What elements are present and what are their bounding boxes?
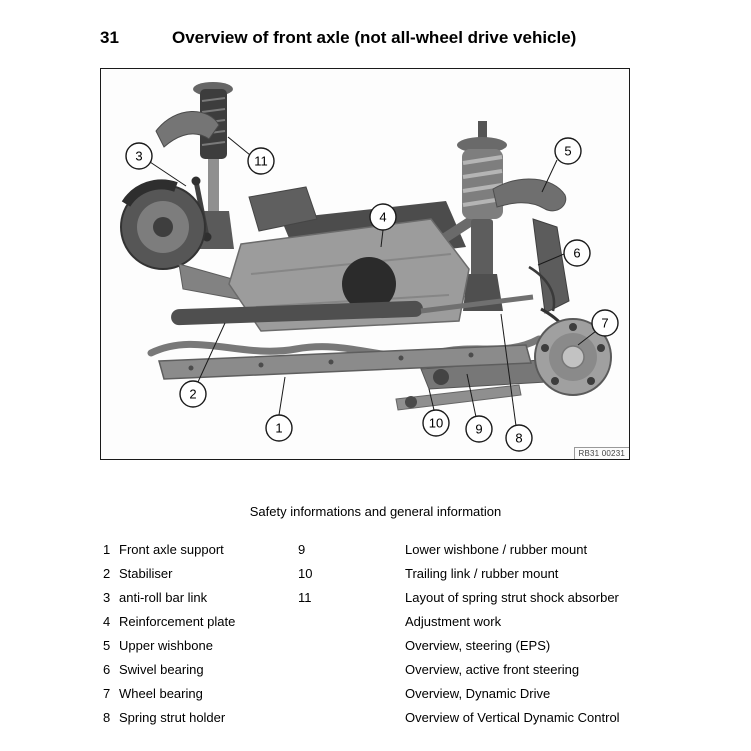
legend-row <box>100 705 651 729</box>
legend-label-right: Lower wishbone / rubber mount <box>405 541 588 557</box>
legend-row <box>100 585 651 609</box>
legend-label-left: Wheel bearing <box>119 685 203 701</box>
legend-num-left: 8 <box>103 709 111 725</box>
callout-4-label: 4 <box>379 209 387 225</box>
legend-num-left: 7 <box>103 685 111 701</box>
legend-label-left: Upper wishbone <box>119 637 213 653</box>
legend-label-right: Trailing link / rubber mount <box>405 565 559 581</box>
legend-row <box>100 633 651 657</box>
axle-illustration <box>101 69 629 459</box>
callout-5-label: 5 <box>564 143 572 159</box>
callout-5 <box>555 138 581 164</box>
legend-row <box>100 657 651 681</box>
legend-num-mid: 9 <box>298 541 306 557</box>
callout-7-label: 7 <box>601 315 609 331</box>
callout-2-label: 2 <box>189 386 197 402</box>
callout-6-label: 6 <box>573 245 581 261</box>
legend-label-right: Adjustment work <box>405 613 502 629</box>
callout-4 <box>370 204 396 230</box>
legend-row <box>100 537 651 561</box>
callout-1 <box>266 415 292 441</box>
section-number: 31 <box>100 28 119 47</box>
legend-row <box>100 609 651 633</box>
callout-3-label: 3 <box>135 148 143 164</box>
legend-label-left: Swivel bearing <box>119 661 204 677</box>
callout-10-label: 10 <box>428 415 444 431</box>
diagram-ref-label: RB31 00231 <box>574 447 629 459</box>
legend-label-right: Overview, Dynamic Drive <box>405 685 551 701</box>
legend-label-left: Reinforcement plate <box>119 613 236 629</box>
legend-num-left: 2 <box>103 565 111 581</box>
callout-7 <box>592 310 618 336</box>
legend-row <box>100 681 651 705</box>
legend-num-mid: 11 <box>298 589 312 605</box>
page-title: Overview of front axle (not all-wheel drive vehicle) <box>172 28 577 47</box>
legend-label-left: Spring strut holder <box>119 709 226 725</box>
callout-11 <box>248 148 274 174</box>
legend-num-mid: 10 <box>298 565 313 581</box>
axle-parts <box>121 82 611 410</box>
legend-label-left: anti-roll bar link <box>119 589 208 605</box>
legend-num-left: 3 <box>103 589 111 605</box>
legend-label-right: Overview, steering (EPS) <box>405 637 551 653</box>
legend-num-left: 4 <box>103 613 111 629</box>
page-header <box>100 28 576 48</box>
legend-label-left: Stabiliser <box>119 565 173 581</box>
legend-num-left: 1 <box>103 541 111 557</box>
callout-3 <box>126 143 152 169</box>
legend-label-left: Front axle support <box>119 541 224 557</box>
front-axle-diagram <box>100 68 630 460</box>
callout-10 <box>423 410 449 436</box>
legend-num-left: 5 <box>103 637 111 653</box>
callout-11-label: 11 <box>254 153 268 169</box>
callout-8-label: 8 <box>515 430 523 446</box>
parts-legend <box>100 537 651 729</box>
callout-1-label: 1 <box>275 420 283 436</box>
legend-num-left: 6 <box>103 661 111 677</box>
callout-2 <box>180 381 206 407</box>
legend-label-right: Layout of spring strut shock absorber <box>405 589 619 605</box>
callout-8 <box>506 425 532 451</box>
legend-label-right: Overview, active front steering <box>405 661 580 677</box>
legend-row <box>100 561 651 585</box>
legend-label-right: Overview of Vertical Dynamic Control <box>405 709 620 725</box>
callout-9 <box>466 416 492 442</box>
callout-6 <box>564 240 590 266</box>
section-caption: Safety informations and general information <box>249 504 502 519</box>
callout-9-label: 9 <box>475 421 483 437</box>
